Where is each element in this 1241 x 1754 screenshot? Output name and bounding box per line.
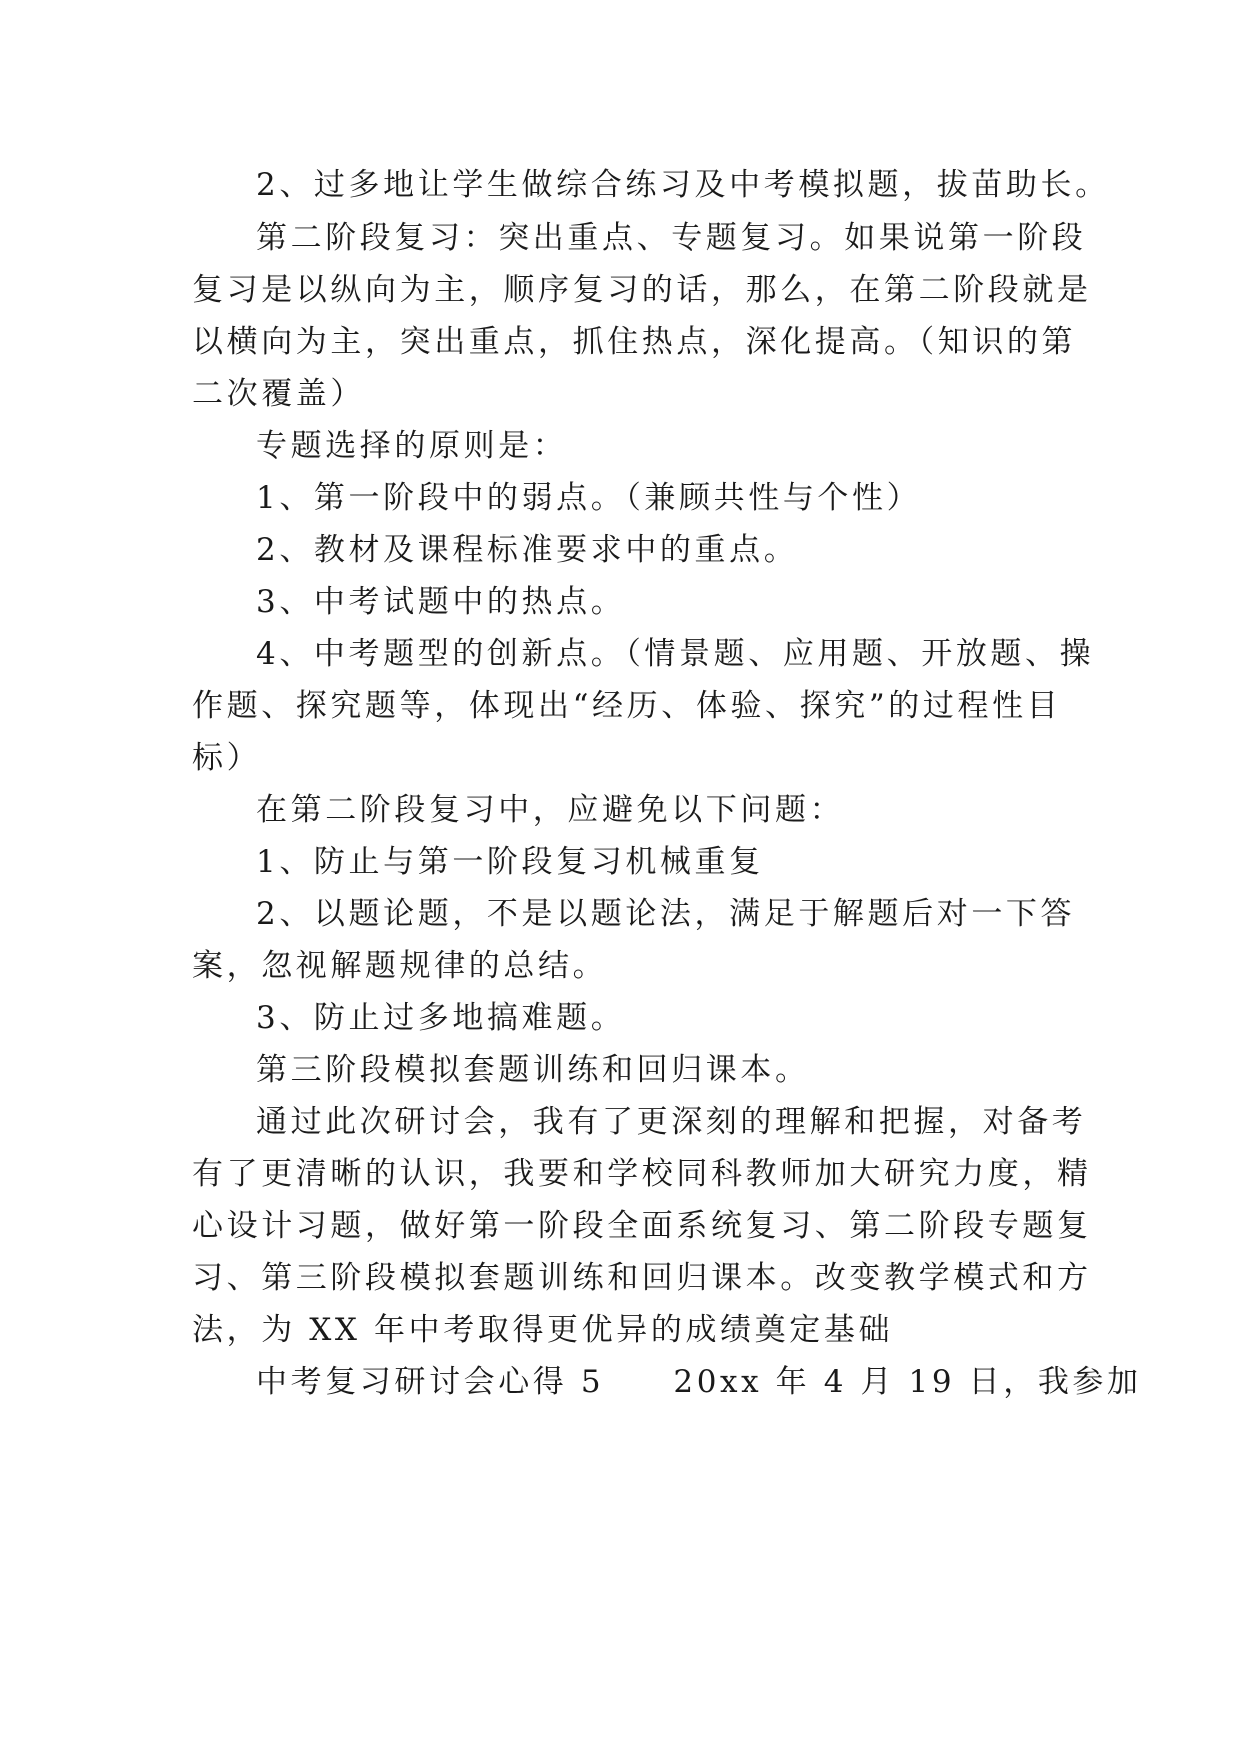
paragraph-line: 作题、探究题等，体现出“经历、体验、探究”的过程性目 xyxy=(192,688,1062,724)
paragraph-line: 第三阶段模拟套题训练和回归课本。 xyxy=(256,1052,810,1088)
paragraph-line: 1、防止与第一阶段复习机械重复 xyxy=(256,844,764,880)
paragraph-line: 法，为 XX 年中考取得更优异的成绩奠定基础 xyxy=(192,1312,894,1348)
paragraph-line: 2、过多地让学生做综合练习及中考模拟题，拔苗助长。 xyxy=(256,167,1110,203)
paragraph-line: 在第二阶段复习中，应避免以下问题： xyxy=(256,792,845,828)
paragraph-line: 1、第一阶段中的弱点。（兼顾共性与个性） xyxy=(256,480,922,516)
paragraph-line: 3、中考试题中的热点。 xyxy=(256,584,626,620)
paragraph-line: 标） xyxy=(192,740,262,776)
paragraph-line: 2、以题论题，不是以题论法，满足于解题后对一下答 xyxy=(256,896,1076,932)
paragraph-line: 有了更清晰的认识，我要和学校同科教师加大研究力度，精 xyxy=(192,1156,1092,1192)
paragraph-line: 心设计习题，做好第一阶段全面系统复习、第二阶段专题复 xyxy=(192,1208,1092,1244)
paragraph-line: 专题选择的原则是： xyxy=(256,428,568,464)
paragraph-line: 第二阶段复习：突出重点、专题复习。如果说第一阶段 xyxy=(256,220,1087,256)
paragraph-line: 复习是以纵向为主，顺序复习的话，那么，在第二阶段就是 xyxy=(192,272,1092,308)
paragraph-line: 二次覆盖） xyxy=(192,376,365,412)
paragraph-line: 以横向为主，突出重点，抓住热点，深化提高。（知识的第 xyxy=(192,324,1077,360)
paragraph-line: 3、防止过多地搞难题。 xyxy=(256,1000,626,1036)
paragraph-line: 中考复习研讨会心得 5 20xx 年 4 月 19 日，我参加 xyxy=(256,1364,1142,1400)
paragraph-line: 通过此次研讨会，我有了更深刻的理解和把握，对备考 xyxy=(256,1104,1087,1140)
paragraph-line: 案，忽视解题规律的总结。 xyxy=(192,948,608,984)
paragraph-line: 4、中考题型的创新点。（情景题、应用题、开放题、操 xyxy=(256,636,1095,672)
paragraph-line: 2、教材及课程标准要求中的重点。 xyxy=(256,532,799,568)
paragraph-line: 习、第三阶段模拟套题训练和回归课本。改变教学模式和方 xyxy=(192,1260,1092,1296)
